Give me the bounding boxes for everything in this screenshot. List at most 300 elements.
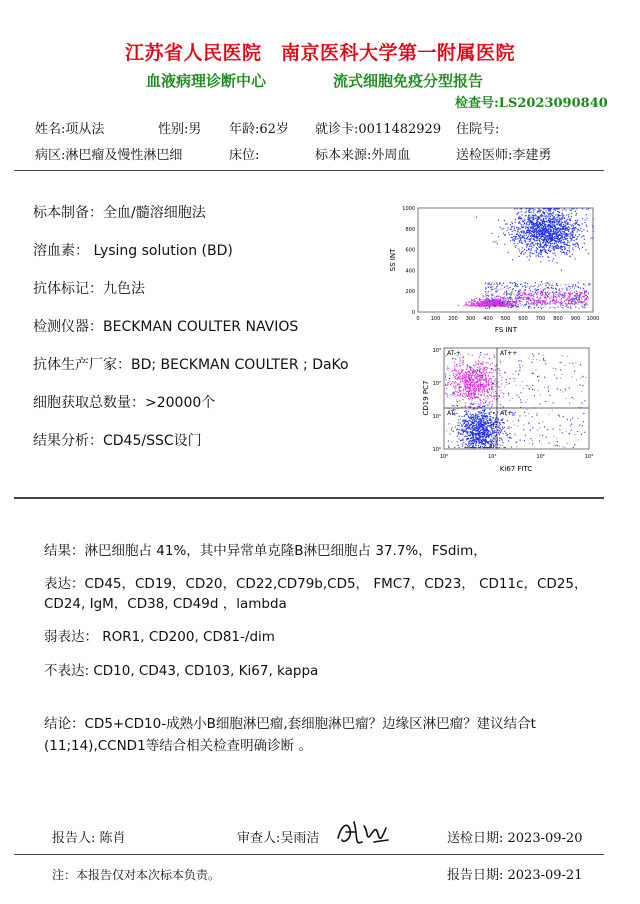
plot2-event [487,426,488,427]
plot2-event [462,431,463,432]
plot1-event [562,238,563,239]
plot1-event [539,218,540,219]
plot2-event [491,388,492,389]
plot2-event [569,363,570,364]
plot2-y-tick-label: 10¹ [432,414,441,420]
plot1-event [529,238,530,239]
plot1-event [528,231,529,232]
plot1-event [524,231,525,232]
plot1-event [523,224,524,225]
plot2-event [481,420,482,421]
plot1-event [555,228,556,229]
plot1-event [496,299,497,300]
plot1-event [498,236,499,237]
plot2-event [478,422,479,423]
plot1-event [570,232,571,233]
plot2-event [567,356,568,357]
plot1-event [559,218,560,219]
plot1-event [474,301,475,302]
plot1-event [574,237,575,238]
plot2-event [469,379,470,380]
plot2-event [462,399,463,400]
plot1-event [523,236,524,237]
plot1-event [530,244,531,245]
plot2-event [500,432,501,433]
plot1-event [499,301,500,302]
plot2-event [521,361,522,362]
plot2-event [491,369,492,370]
plot1-event [575,301,576,302]
plot2-event [491,445,492,446]
plot2-event [510,438,511,439]
plot2-event [466,394,467,395]
plot2-event [482,415,483,416]
plot1-event [533,228,534,229]
plot2-event [477,381,478,382]
plot1-event [548,283,549,284]
plot2-event [525,402,526,403]
plot1-event [517,297,518,298]
plot1-event [581,292,582,293]
plot2-event [493,389,494,390]
plot1-event [561,240,562,241]
plot2-event [451,442,452,443]
plot2-event [475,444,476,445]
plot2-event [488,430,489,431]
plot2-event [472,414,473,415]
plot1-event [556,221,557,222]
plot2-event [445,377,446,378]
plot1-event [558,214,559,215]
plot2-event [460,418,461,419]
plot1-event [490,303,491,304]
plot2-event [482,375,483,376]
plot2-event [465,386,466,387]
plot1-event [564,237,565,238]
plot1-event [514,286,515,287]
plot2-event [467,366,468,367]
plot1-event [574,300,575,301]
plot1-event [534,209,535,210]
plot2-event [473,447,474,448]
plot1-event [543,212,544,213]
plot2-event [506,435,507,436]
plot2-event [481,386,482,387]
plot2-event [490,434,491,435]
plot2-event [463,434,464,435]
plot1-event [584,294,585,295]
plot1-event [571,213,572,214]
plot1-event [531,224,532,225]
plot2-event [469,388,470,389]
plot1-event [537,289,538,290]
plot1-event [534,237,535,238]
plot2-event [486,381,487,382]
plot2-event [495,419,496,420]
plot1-event [533,286,534,287]
plot1-event [540,293,541,294]
plot2-event [484,391,485,392]
plot1-event [521,283,522,284]
plot1-event [559,290,560,291]
plot2-ylabel: CD19 PC7 [422,380,430,416]
plot1-event [517,284,518,285]
plot1-event [564,301,565,302]
plot2-event [484,395,485,396]
plot1-event [536,237,537,238]
plot1-event [572,248,573,249]
plot1-event [561,294,562,295]
plot2-event [540,394,541,395]
plot2-event [448,423,449,424]
plot1-event [550,245,551,246]
plot1-event [525,212,526,213]
plot2-event [460,381,461,382]
plot1-event [567,250,568,251]
plot2-event [518,360,519,361]
plot1-event [511,301,512,302]
plot1-event [520,240,521,241]
plot2-event [461,372,462,373]
plot1-event [477,305,478,306]
plot1-event [567,242,568,243]
plot2-event [490,364,491,365]
plot2-event [501,429,502,430]
plot2-event [532,416,533,417]
plot2-event [518,420,519,421]
divider-top [14,170,604,171]
plot1-event [536,224,537,225]
plot1-event [526,250,527,251]
plot1-event [550,292,551,293]
plot1-event [541,305,542,306]
plot2-event [470,444,471,445]
plot2-event [456,372,457,373]
plot2-event [478,389,479,390]
plot1-event [571,208,572,209]
plot2-event [471,378,472,379]
plot2-event [488,376,489,377]
plot2-event [488,435,489,436]
plot1-event [547,292,548,293]
plot2-event [490,441,491,442]
plot2-event [485,387,486,388]
plot1-event [557,297,558,298]
plot1-event [528,218,529,219]
plot1-event [554,243,555,244]
plot1-event [557,285,558,286]
plot2-event [467,425,468,426]
plot2-event [469,367,470,368]
plot2-event [499,422,500,423]
plot1-event [540,284,541,285]
plot2-event [475,416,476,417]
bed: 床位: [229,148,260,163]
plot2-event [486,367,487,368]
reviewer: 审查人:吴雨洁 [237,831,320,846]
plot1-event [561,301,562,302]
plot1-event [577,286,578,287]
plot2-event [491,436,492,437]
plot2-event [527,399,528,400]
plot1-event [534,229,535,230]
plot2-event [493,370,494,371]
plot1-event [476,217,477,218]
plot1-event [530,227,531,228]
physician: 送检医师:李建勇 [456,148,552,163]
plot1-event [514,302,515,303]
plot2-event [453,406,454,407]
plot1-event [564,231,565,232]
plot1-event [490,305,491,306]
plot1-event [572,286,573,287]
plot2-event [565,365,566,366]
plot2-event [500,390,501,391]
plot2-event [466,432,467,433]
plot1-event [592,238,593,239]
plot2-event [467,372,468,373]
plot1-event [539,240,540,241]
plot1-event [471,304,472,305]
plot1-event [486,300,487,301]
plot2-event [477,427,478,428]
plot2-event [488,426,489,427]
plot1-event [553,237,554,238]
plot2-event [476,424,477,425]
plot1-event [491,298,492,299]
plot1-event [530,218,531,219]
plot2-event [475,436,476,437]
plot1-event [512,291,513,292]
plot1-event [513,289,514,290]
plot1-event [588,283,589,284]
plot2-event [452,371,453,372]
plot1-event [569,209,570,210]
plot1-event [561,299,562,300]
plot1-event [512,293,513,294]
plot1-event [563,215,564,216]
exam-number: 检查号:LS2023090840 [455,96,608,111]
plot2-event [559,446,560,447]
plot1-event [529,249,530,250]
plot1-event [544,245,545,246]
plot2-event [499,370,500,371]
plot1-event [552,221,553,222]
plot1-event [568,216,569,217]
plot1-event [541,288,542,289]
plot1-event [506,304,507,305]
plot2-event [562,446,563,447]
plot1-event [471,302,472,303]
plot2-event [476,388,477,389]
plot1-event [552,292,553,293]
plot1-event [564,226,565,227]
divider-bottom [14,854,604,855]
plot2-event [464,382,465,383]
plot1-event [572,235,573,236]
plot2-event [491,420,492,421]
plot1-event [527,219,528,220]
plot2-event [571,424,572,425]
plot2-event [472,374,473,375]
plot1-event [532,235,533,236]
plot1-event [526,246,527,247]
plot2-event [480,413,481,414]
plot1-event [525,297,526,298]
plot1-event [550,230,551,231]
plot1-event [540,236,541,237]
plot1-event [503,233,504,234]
plot2-event [480,418,481,419]
plot1-event [573,232,574,233]
plot2-event [489,413,490,414]
plot2-event [473,419,474,420]
plot1-event [574,298,575,299]
plot1-event [507,223,508,224]
plot1-event [552,260,553,261]
plot2-event [490,432,491,433]
plot1-event [548,294,549,295]
plot2-event [474,408,475,409]
plot2-event [481,375,482,376]
plot1-event [557,239,558,240]
plot2-event [456,400,457,401]
plot2-event [516,395,517,396]
plot2-event [482,434,483,435]
plot2-event [454,364,455,365]
plot2-event [480,363,481,364]
plot1-event [549,303,550,304]
plot2-event [572,363,573,364]
plot2-event [485,354,486,355]
plot1-event [547,256,548,257]
plot2-event [502,377,503,378]
plot2-event [465,379,466,380]
plot1-event [558,248,559,249]
plot2-event [455,378,456,379]
plot1-event [541,216,542,217]
plot1-event [534,234,535,235]
plot1-event [541,291,542,292]
plot2-event [487,447,488,448]
plot2-event [461,371,462,372]
plot1-event [487,295,488,296]
plot2-event [478,360,479,361]
plot1-event [496,287,497,288]
plot1-event [474,305,475,306]
plot2-event [465,375,466,376]
plot2-event [503,433,504,434]
plot1-event [535,218,536,219]
plot2-event [485,377,486,378]
plot2-event [483,418,484,419]
plot1-event [520,231,521,232]
plot1-event [529,218,530,219]
plot2-event [538,353,539,354]
plot1-event [553,293,554,294]
plot1-event [533,299,534,300]
plot2-event [501,383,502,384]
plot2-event [490,425,491,426]
plot1-event [556,241,557,242]
plot1-event [518,235,519,236]
plot2-event [495,369,496,370]
plot1-event [555,214,556,215]
plot1-event [497,303,498,304]
plot1-event [561,226,562,227]
plot1-event [537,239,538,240]
plot2-event [561,374,562,375]
plot1-event [545,224,546,225]
plot1-event [510,299,511,300]
plot1-event [520,290,521,291]
plot2-event [525,415,526,416]
plot1-event [534,226,535,227]
plot2-event [457,366,458,367]
plot2-event [502,445,503,446]
plot1-event [537,245,538,246]
plot1-event [530,253,531,254]
plot2-event [460,359,461,360]
plot1-event [511,305,512,306]
plot2-event [498,421,499,422]
plot1-x-tick-label: 100 [430,316,441,322]
plot2-event [478,380,479,381]
plot2-event [496,442,497,443]
plot2-event [475,413,476,414]
plot2-event [494,435,495,436]
plot2-event [476,421,477,422]
plot1-event [523,297,524,298]
plot1-event [537,221,538,222]
plot2-event [473,418,474,419]
plot1-event [560,229,561,230]
plot1-event [593,227,594,228]
plot1-event [547,287,548,288]
plot2-event [449,380,450,381]
plot1-event [568,286,569,287]
plot2-event [501,430,502,431]
plot2-x-tick-label: 10² [536,454,545,460]
plot2-event [479,412,480,413]
plot1-x-tick-label: 600 [518,316,528,322]
plot2-event [548,388,549,389]
plot1-event [550,233,551,234]
plot1-event [546,218,547,219]
plot1-event [528,298,529,299]
plot1-event [532,208,533,209]
plot2-event [477,417,478,418]
plot1-event [545,297,546,298]
plot1-event [510,229,511,230]
plot1-event [537,303,538,304]
plot1-event [512,239,513,240]
plot1-event [526,233,527,234]
plot1-event [550,219,551,220]
plot1-event [527,244,528,245]
plot1-event [559,292,560,293]
plot2-event [469,381,470,382]
plot2-event [505,447,506,448]
plot2-event [493,441,494,442]
plot1-event [495,241,496,242]
plot2-event [457,425,458,426]
plot1-event [538,253,539,254]
plot1-event [517,227,518,228]
plot1-event [586,303,587,304]
plot2-x-tick-label: 10¹ [488,454,497,460]
plot2-event [483,436,484,437]
